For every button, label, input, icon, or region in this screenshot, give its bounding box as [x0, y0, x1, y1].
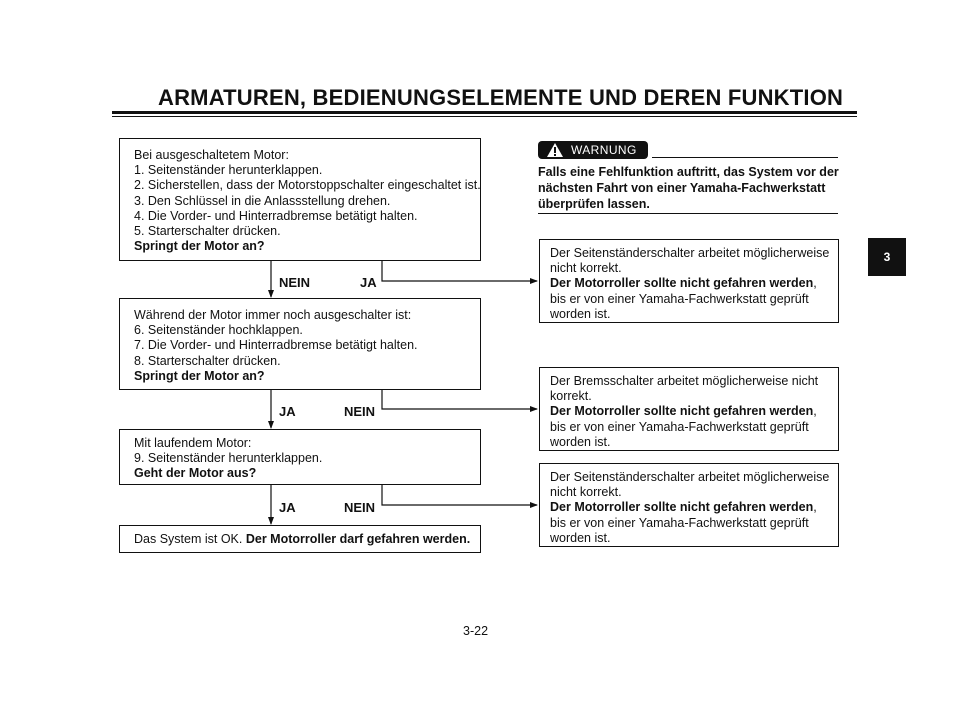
branch-3-right-label: NEIN — [344, 500, 376, 515]
fault-line: worden ist. — [550, 306, 611, 321]
step-3-line: Mit laufendem Motor: — [134, 436, 252, 450]
fault-line: nicht korrekt. — [550, 261, 622, 276]
page-number: 3-22 — [463, 624, 489, 638]
fault-line: worden ist. — [550, 530, 611, 545]
fault-warning-bold: Der Motorroller sollte nicht gefahren werden — [550, 404, 814, 419]
result-ok-text — [134, 532, 480, 547]
step-2-line: 6. Seitenständer hochklappen. — [134, 323, 303, 338]
fault-line: Der Seitenständerschalter arbeitet möglicherweise — [550, 246, 830, 260]
step-1-line: 2. Sicherstellen, dass der Motorstoppschalter eingeschaltet ist. — [134, 178, 481, 193]
arrow-box2-to-result2 — [382, 390, 537, 409]
fault-warning-bold: Der Motorroller sollte nicht gefahren werden — [550, 500, 814, 515]
flowchart-fault-brake-box — [539, 367, 839, 451]
arrow-box3-to-result3 — [382, 485, 537, 505]
step-1-line: 1. Seitenständer herunterklappen. — [134, 163, 323, 178]
step-1-line: 5. Starterschalter drücken. — [134, 224, 281, 239]
warning-rule-top — [652, 157, 838, 158]
fault-warning-line — [550, 404, 838, 419]
flowchart-fault-sidestand-box — [539, 239, 839, 323]
fault-line: bis er von einer Yamaha-Fachwerkstatt geprüft — [550, 291, 809, 306]
fault-line: bis er von einer Yamaha-Fachwerkstatt geprüft — [550, 419, 809, 434]
flowchart-step-3-box — [119, 429, 481, 485]
fault-warning-comma: , — [813, 276, 817, 291]
step-3-line: 9. Seitenständer herunterklappen. — [134, 451, 323, 466]
branch-2-right-label: NEIN — [344, 404, 376, 419]
warning-triangle-icon — [546, 142, 564, 158]
branch-2-down-label: JA — [279, 404, 296, 419]
chapter-tab: 3 — [868, 238, 906, 276]
fault-line: worden ist. — [550, 434, 611, 449]
flowchart-step-2-box — [119, 298, 481, 390]
step-2-line: 7. Die Vorder- und Hinterradbremse betätigt halten. — [134, 338, 418, 353]
fault-line: Der Bremsschalter arbeitet möglicherweise nicht — [550, 374, 819, 388]
fault-warning-comma: , — [813, 500, 817, 515]
step-2-line: 8. Starterschalter drücken. — [134, 353, 281, 368]
step-1-line: 4. Die Vorder- und Hinterradbremse betätigt halten. — [134, 208, 418, 223]
warning-label: WARNUNG — [571, 143, 637, 157]
page-title: ARMATUREN, BEDIENUNGSELEMENTE UND DEREN FUNKTION — [158, 85, 844, 110]
arrow-box1-to-result1 — [382, 261, 537, 281]
flowchart-result-ok-box — [119, 525, 481, 553]
flowchart-step-1-box — [119, 138, 481, 261]
fault-line: bis er von einer Yamaha-Fachwerkstatt geprüft — [550, 515, 809, 530]
fault-warning-line — [550, 276, 838, 291]
step-2-line: Während der Motor immer noch ausgeschalter ist: — [134, 308, 412, 322]
branch-1-down-label: NEIN — [279, 275, 311, 290]
result-ok-plain: Das System ist OK. — [134, 532, 246, 546]
step-2-question: Springt der Motor an? — [134, 368, 265, 383]
warning-rule-bottom — [538, 213, 838, 214]
branch-3-down-label: JA — [279, 500, 296, 515]
fault-warning-bold: Der Motorroller sollte nicht gefahren werden — [550, 276, 814, 291]
fault-warning-comma: , — [813, 404, 817, 419]
flowchart-fault-sidestand-box-2 — [539, 463, 839, 547]
step-1-question: Springt der Motor an? — [134, 239, 265, 254]
branch-1-right-label: JA — [360, 275, 377, 290]
step-1-line: 3. Den Schlüssel in die Anlassstellung drehen. — [134, 193, 391, 208]
fault-line: nicht korrekt. — [550, 485, 622, 500]
warning-text: Falls eine Fehlfunktion auftritt, das System vor der nächsten Fahrt von einer Yamaha-Fachwerkstatt überprüfen lassen. — [538, 165, 839, 211]
fault-line: Der Seitenständerschalter arbeitet möglicherweise — [550, 470, 830, 484]
step-1-line: Bei ausgeschaltetem Motor: — [134, 148, 289, 162]
result-ok-bold: Der Motorroller darf gefahren werden. — [245, 532, 471, 546]
step-3-question: Geht der Motor aus? — [134, 466, 257, 481]
fault-line: korrekt. — [550, 389, 592, 404]
warning-badge — [538, 141, 648, 159]
fault-warning-line — [550, 500, 838, 515]
